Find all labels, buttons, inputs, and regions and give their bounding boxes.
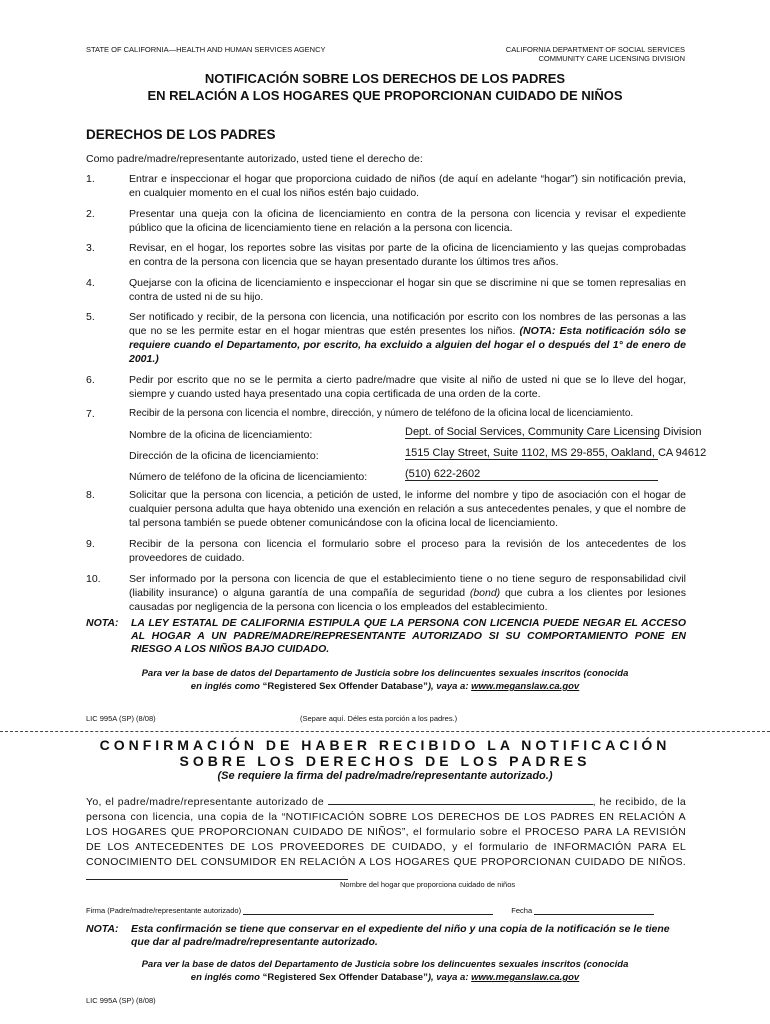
- child-name-field[interactable]: [328, 804, 593, 805]
- meganslaw-link[interactable]: www.meganslaw.ca.gov: [471, 972, 580, 983]
- item-text: Presentar una queja con la oficina de licenciamiento en contra de la persona con licencia y revisar el expediente público que la oficina de licenciamiento tiene en relación a la persona con licencia.: [129, 208, 686, 234]
- department-name: CALIFORNIA DEPARTMENT OF SOCIAL SERVICES: [505, 45, 685, 54]
- office-phone-label: Número de teléfono de la oficina de licenciamiento:: [129, 471, 368, 483]
- right-item-1: [86, 172, 686, 200]
- item-text-cont: que cubra a los clientes por lesiones causadas por negligencia de la persona con licencia o los empleados del establecimiento.: [129, 587, 686, 613]
- database-text-c: ), vaya a:: [427, 972, 472, 983]
- confirmation-notice: [86, 923, 686, 949]
- item-number: 2.: [86, 208, 95, 220]
- date-field[interactable]: [534, 914, 654, 915]
- home-name-field[interactable]: [86, 879, 348, 880]
- right-item-7: [86, 407, 686, 421]
- confirmation-title-line-1: CONFIRMACIÓN DE HABER RECIBIDO LA NOTIFICACIÓN: [99, 737, 671, 753]
- item-text: [129, 572, 686, 614]
- database-text-b: “Registered Sex Offender Database”: [262, 972, 428, 983]
- database-line-1: Para ver la base de datos del Departamento de Justicia sobre los delincuentes sexuales inscritos (conocida: [141, 959, 629, 970]
- confirmation-subtitle: (Se requiere la firma del padre/madre/representante autorizado.): [217, 770, 553, 782]
- item-number: 10.: [86, 573, 101, 585]
- item-text: Solicitar que la persona con licencia, a petición de usted, le informe del nombre y tipo de asociación con el hogar de cualquier persona adulta que haya obtenido una exención en relación a sus antecedentes penales, y que el nombre de tal persona también se puede obtener comunicándose con la oficina local de licenciamiento.: [129, 489, 686, 529]
- item-note: (NOTA: Esta notificación sólo se requiere cuando el Departamento, por escrito, ha excluido a alguien del hogar el o después del 1° de enero de 2001.): [129, 325, 686, 365]
- database-line-2: [0, 971, 770, 984]
- meganslaw-link[interactable]: www.meganslaw.ca.gov: [471, 681, 580, 692]
- office-address-field[interactable]: 1515 Clay Street, Suite 1102, MS 29-855, Oakland, CA 94612: [405, 447, 707, 459]
- right-item-9: [86, 537, 686, 565]
- office-phone-field[interactable]: (510) 622-2602: [405, 468, 658, 481]
- item-text: Entrar e inspeccionar el hogar que proporciona cuidado de niños (de aquí en adelante “hogar”) sin notificación previa, en cualquier momento en el cual los niños estén bajo cuidado.: [129, 173, 686, 199]
- item-number: 3.: [86, 242, 95, 254]
- title-line-2: EN RELACIÓN A LOS HOGARES QUE PROPORCIONAN CUIDADO DE NIÑOS: [147, 88, 623, 103]
- form-id-footer: LIC 995A (SP) (8/08): [86, 996, 156, 1005]
- office-name-field[interactable]: Dept. of Social Services, Community Care Licensing Division: [405, 426, 702, 438]
- nota-label: NOTA:: [86, 923, 119, 935]
- right-item-6: [86, 373, 686, 401]
- bond-term: (bond): [469, 587, 501, 599]
- database-notice-2: [0, 958, 770, 984]
- item-text: Recibir de la persona con licencia el formulario sobre el proceso para la revisión de los antecedentes de los proveedores de cuidado.: [129, 538, 686, 564]
- database-text-b: “Registered Sex Offender Database”: [262, 681, 428, 692]
- para-start: Yo, el padre/madre/representante autorizado de: [86, 796, 324, 808]
- item-text-main: Ser informado por la persona con licencia de que el establecimiento tiene o no tiene seguro de responsabilidad civil (liability insurance) o alguna garantía de una compañía de seguridad: [129, 573, 686, 599]
- right-item-3: [86, 241, 686, 269]
- nota-label: NOTA:: [86, 617, 119, 629]
- item-text: [129, 310, 686, 366]
- title-line-1: NOTIFICACIÓN SOBRE LOS DERECHOS DE LOS PADRES: [204, 71, 566, 86]
- signature-row: [86, 906, 654, 915]
- item-text: Quejarse con la oficina de licenciamiento e inspeccionar el hogar sin que se discrimine ni que se tomen represalias en contra de usted ni de su hijo.: [129, 277, 686, 303]
- right-item-4: [86, 276, 686, 304]
- confirmation-title: [0, 737, 770, 769]
- legal-notice: [86, 617, 686, 656]
- office-address-label: Dirección de la oficina de licenciamiento:: [129, 450, 319, 462]
- confirmation-paragraph: [86, 795, 686, 885]
- database-line-2: [0, 680, 770, 693]
- agency-header: STATE OF CALIFORNIA—HEALTH AND HUMAN SERVICES AGENCY: [86, 45, 326, 54]
- intro-text: Como padre/madre/representante autorizado, usted tiene el derecho de:: [86, 153, 423, 165]
- item-number: 4.: [86, 277, 95, 289]
- item-number: 8.: [86, 489, 95, 501]
- right-item-8: [86, 488, 686, 530]
- database-line-1: Para ver la base de datos del Departamento de Justicia sobre los delincuentes sexuales inscritos (conocida: [141, 668, 629, 679]
- division-name: COMMUNITY CARE LICENSING DIVISION: [538, 54, 685, 63]
- item-text-main: Ser notificado y recibir, de la persona con licencia, una notificación por escrito con los nombres de las personas a las que no se les permite estar en el hogar mientras que estén presentes los niños.: [129, 311, 686, 337]
- nota-text: Esta confirmación se tiene que conservar en el expediente del niño y una copia de la notificación se le tiene que dar al padre/madre/representante autorizado.: [131, 923, 670, 948]
- item-number: 7.: [86, 408, 95, 420]
- item-text: Recibir de la persona con licencia el nombre, dirección, y número de teléfono de la oficina local de licenciamiento.: [129, 408, 634, 419]
- nota-text: LA LEY ESTATAL DE CALIFORNIA ESTIPULA QUE LA PERSONA CON LICENCIA PUEDE NEGAR EL ACCESO AL HOGAR A UN PADRE/MADRE/REPRESENTANTE AUTORIZADO SI SU COMPORTAMIENTO PONE EN RIESGO A LOS NIÑOS BAJO CUIDADO.: [131, 617, 686, 655]
- item-text: Pedir por escrito que no se le permita a cierto padre/madre que visite al niño de usted ni que se lo lleve del hogar, siempre y cuando usted haya presentado una copia certificada de una orden de la corte.: [129, 374, 686, 400]
- date-label: Fecha: [511, 906, 533, 915]
- item-number: 1.: [86, 173, 95, 185]
- item-number: 9.: [86, 538, 95, 550]
- document-title: [0, 70, 770, 104]
- item-number: 5.: [86, 311, 95, 323]
- cut-line: [0, 731, 770, 732]
- para-rest: , he recibido, de la persona con licencia, una copia de la “NOTIFICACIÓN SOBRE LOS DERECHOS DE LOS PADRES EN RELACIÓN A LOS HOGARES QUE PROPORCIONAN CUIDADO DE NIÑOS”, el formulario sobre el PROCESO PARA LA REVISIÓN DE LOS ANTECEDENTES DE LOS PROVEEDORES DE CUIDADO, y el formulario de INFORMACIÓN PARA EL CONOCIMIENTO DEL CONSUMIDOR EN RELACIÓN A LOS HOGARES QUE PROPORCIONAN CUIDADO DE NIÑOS.: [86, 796, 686, 868]
- separate-note: (Separe aquí. Déles esta porción a los padres.): [300, 714, 458, 723]
- item-text: Revisar, en el hogar, los reportes sobre las visitas por parte de la oficina de licenciamiento y las quejas comprobadas en contra de la persona con licencia que se hayan presentado durante los últimos tres años.: [129, 242, 686, 268]
- home-name-label: Nombre del hogar que proporciona cuidado de niños: [340, 880, 516, 889]
- signature-field[interactable]: [243, 914, 493, 915]
- form-id: LIC 995A (SP) (8/08): [86, 714, 156, 723]
- section-heading: DERECHOS DE LOS PADRES: [86, 127, 276, 142]
- office-name-label: Nombre de la oficina de licenciamiento:: [129, 429, 313, 441]
- right-item-2: [86, 207, 686, 235]
- signature-label: Firma (Padre/madre/representante autorizado): [86, 906, 242, 915]
- right-item-10: [86, 572, 686, 614]
- database-notice: [0, 667, 770, 693]
- database-text-a: en inglés como: [190, 681, 263, 692]
- department-header: [506, 45, 685, 63]
- database-text-c: ), vaya a:: [427, 681, 472, 692]
- confirmation-title-line-2: SOBRE LOS DERECHOS DE LOS PADRES: [179, 753, 591, 769]
- database-text-a: en inglés como: [190, 972, 263, 983]
- right-item-5: [86, 310, 686, 366]
- item-number: 6.: [86, 374, 95, 386]
